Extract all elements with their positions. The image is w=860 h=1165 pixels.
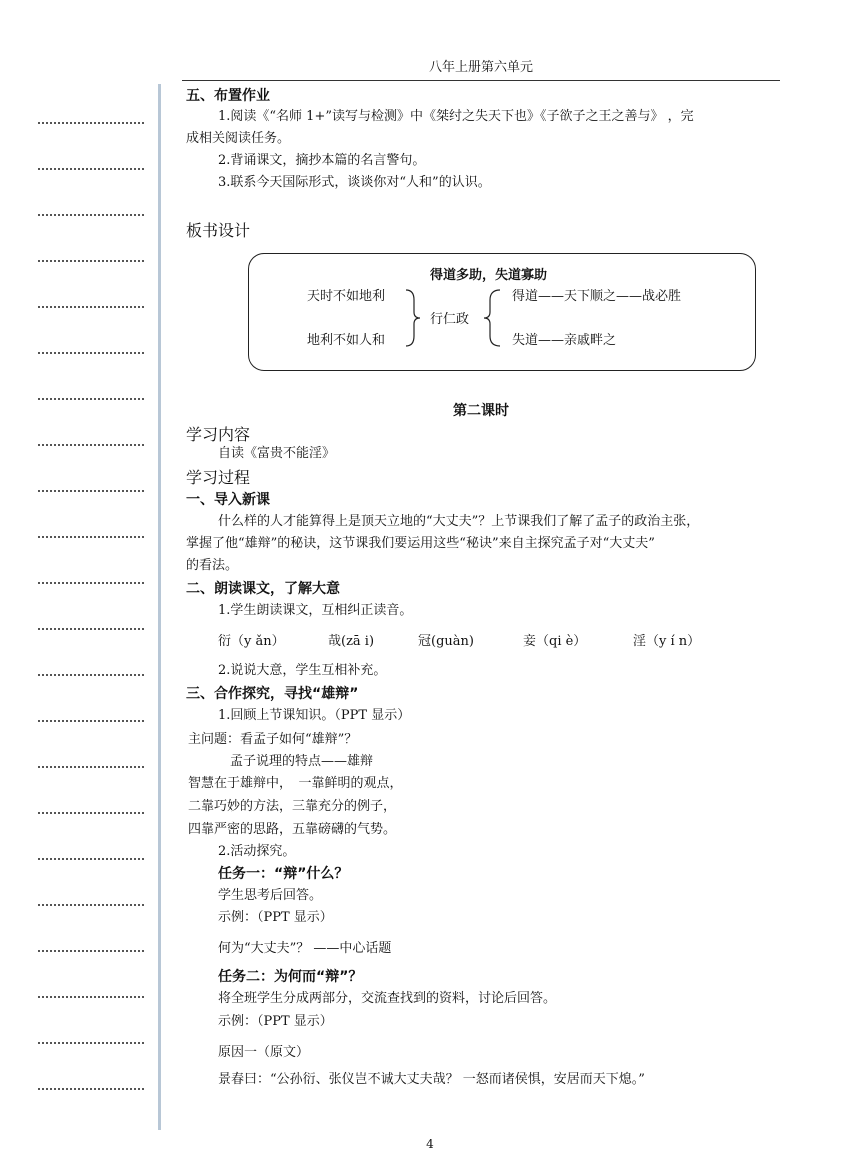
pinyin-item: 妾（qi è） — [523, 634, 587, 649]
board-right2: 失道——亲戚畔之 — [512, 333, 617, 348]
note-line — [38, 490, 144, 492]
task1-text: 学生思考后回答。 — [218, 888, 323, 903]
speech-feature: 孟子说理的特点——雄辩 — [230, 754, 374, 769]
reason1-label: 原因一（原文） — [218, 1045, 310, 1060]
section3-item2: 2.活动探究。 — [218, 844, 296, 859]
task1-heading: 任务一：“辩”什么？ — [218, 866, 349, 882]
section2-item1: 1.学生朗读课文，互相纠正读音。 — [218, 603, 413, 618]
section2-item2: 2.说说大意，学生互相补充。 — [218, 663, 387, 678]
content-text: 自读《富贵不能淫》 — [218, 446, 336, 461]
note-line — [38, 122, 144, 124]
wisdom-line2: 二靠巧妙的方法，三靠充分的例子， — [188, 799, 397, 814]
task1-answer: 何为“大丈夫”？ ——中心话题 — [218, 941, 392, 956]
pinyin-item: 哉(zā i) — [328, 634, 375, 649]
board-title: 得道多助，失道寡助 — [430, 268, 548, 283]
note-line — [38, 398, 144, 400]
task2-heading: 任务二：为何而“辩”？ — [218, 969, 363, 985]
page-number: 4 — [426, 1137, 434, 1151]
wisdom-line3: 四靠严密的思路，五靠磅礴的气势。 — [188, 822, 397, 837]
note-line — [38, 444, 144, 446]
note-line — [38, 812, 144, 814]
pinyin-item: 冠(guàn) — [418, 634, 474, 649]
note-line — [38, 720, 144, 722]
pinyin-item: 淫（y í n） — [633, 634, 701, 649]
note-line — [38, 214, 144, 216]
homework-item1-line1: 1.阅读《“名师 1+”读写与检测》中《桀纣之失天下也》《子欲子之王之善与》 ，完 — [218, 109, 694, 124]
example1-label: 示例：（PPT 显示） — [218, 910, 333, 925]
note-line — [38, 536, 144, 538]
task2-text: 将全班学生分成两部分，交流查找到的资料，讨论后回答。 — [218, 991, 557, 1006]
board-heading: 板书设计 — [186, 221, 251, 240]
note-line — [38, 260, 144, 262]
section3-heading: 三、合作探究，寻找“雄辩” — [186, 686, 359, 702]
note-line — [38, 904, 144, 906]
note-line — [38, 950, 144, 952]
pinyin-item: 衍（y ǎn） — [218, 634, 285, 649]
section1-line2: 掌握了他“雄辩”的秘诀，这节课我们要运用这些“秘诀”来自主探究孟子对“大丈夫” — [186, 536, 655, 551]
page-header: 八年上册第六单元 — [182, 60, 780, 81]
note-line — [38, 1042, 144, 1044]
margin-line — [158, 84, 161, 1130]
section1-line3: 的看法。 — [186, 558, 239, 573]
section1-heading: 一、导入新课 — [186, 492, 270, 508]
example2-label: 示例：（PPT 显示） — [218, 1014, 333, 1029]
section3-item1: 1.回顾上节课知识。（PPT 显示） — [218, 708, 411, 723]
note-line — [38, 628, 144, 630]
note-line — [38, 306, 144, 308]
brace-right-icon — [480, 288, 502, 348]
note-line — [38, 766, 144, 768]
note-line — [38, 168, 144, 170]
note-line — [38, 674, 144, 676]
homework-item1-line2: 成相关阅读任务。 — [186, 131, 291, 146]
board-left1: 天时不如地利 — [307, 289, 386, 304]
section1-line1: 什么样的人才能算得上是顶天立地的“大丈夫”？上节课我们了解了孟子的政治主张， — [218, 514, 700, 529]
wisdom-line1: 智慧在于雄辩中， 一靠鲜明的观点， — [188, 776, 403, 791]
board-left2: 地利不如人和 — [307, 333, 386, 348]
main-question: 主问题：看孟子如何“雄辩”？ — [188, 732, 358, 747]
content-heading: 学习内容 — [186, 425, 251, 444]
homework-item2: 2.背诵课文，摘抄本篇的名言警句。 — [218, 153, 426, 168]
brace-left-icon — [402, 288, 424, 348]
note-line — [38, 1088, 144, 1090]
note-line — [38, 996, 144, 998]
quote-text: 景春曰：“公孙衍、张仪岂不诚大丈夫哉？ 一怒而诸侯惧，安居而天下熄。” — [218, 1072, 645, 1087]
board-right1: 得道——天下顺之——战必胜 — [512, 289, 682, 304]
note-line — [38, 352, 144, 354]
section2-heading: 二、朗读课文，了解大意 — [186, 581, 340, 597]
homework-item3: 3.联系今天国际形式，谈谈你对“人和”的认识。 — [218, 175, 491, 190]
board-middle: 行仁政 — [430, 312, 470, 327]
lesson2-title: 第二课时 — [453, 403, 509, 419]
note-line — [38, 858, 144, 860]
homework-heading: 五、布置作业 — [186, 88, 270, 104]
process-heading: 学习过程 — [186, 468, 251, 487]
note-line — [38, 582, 144, 584]
